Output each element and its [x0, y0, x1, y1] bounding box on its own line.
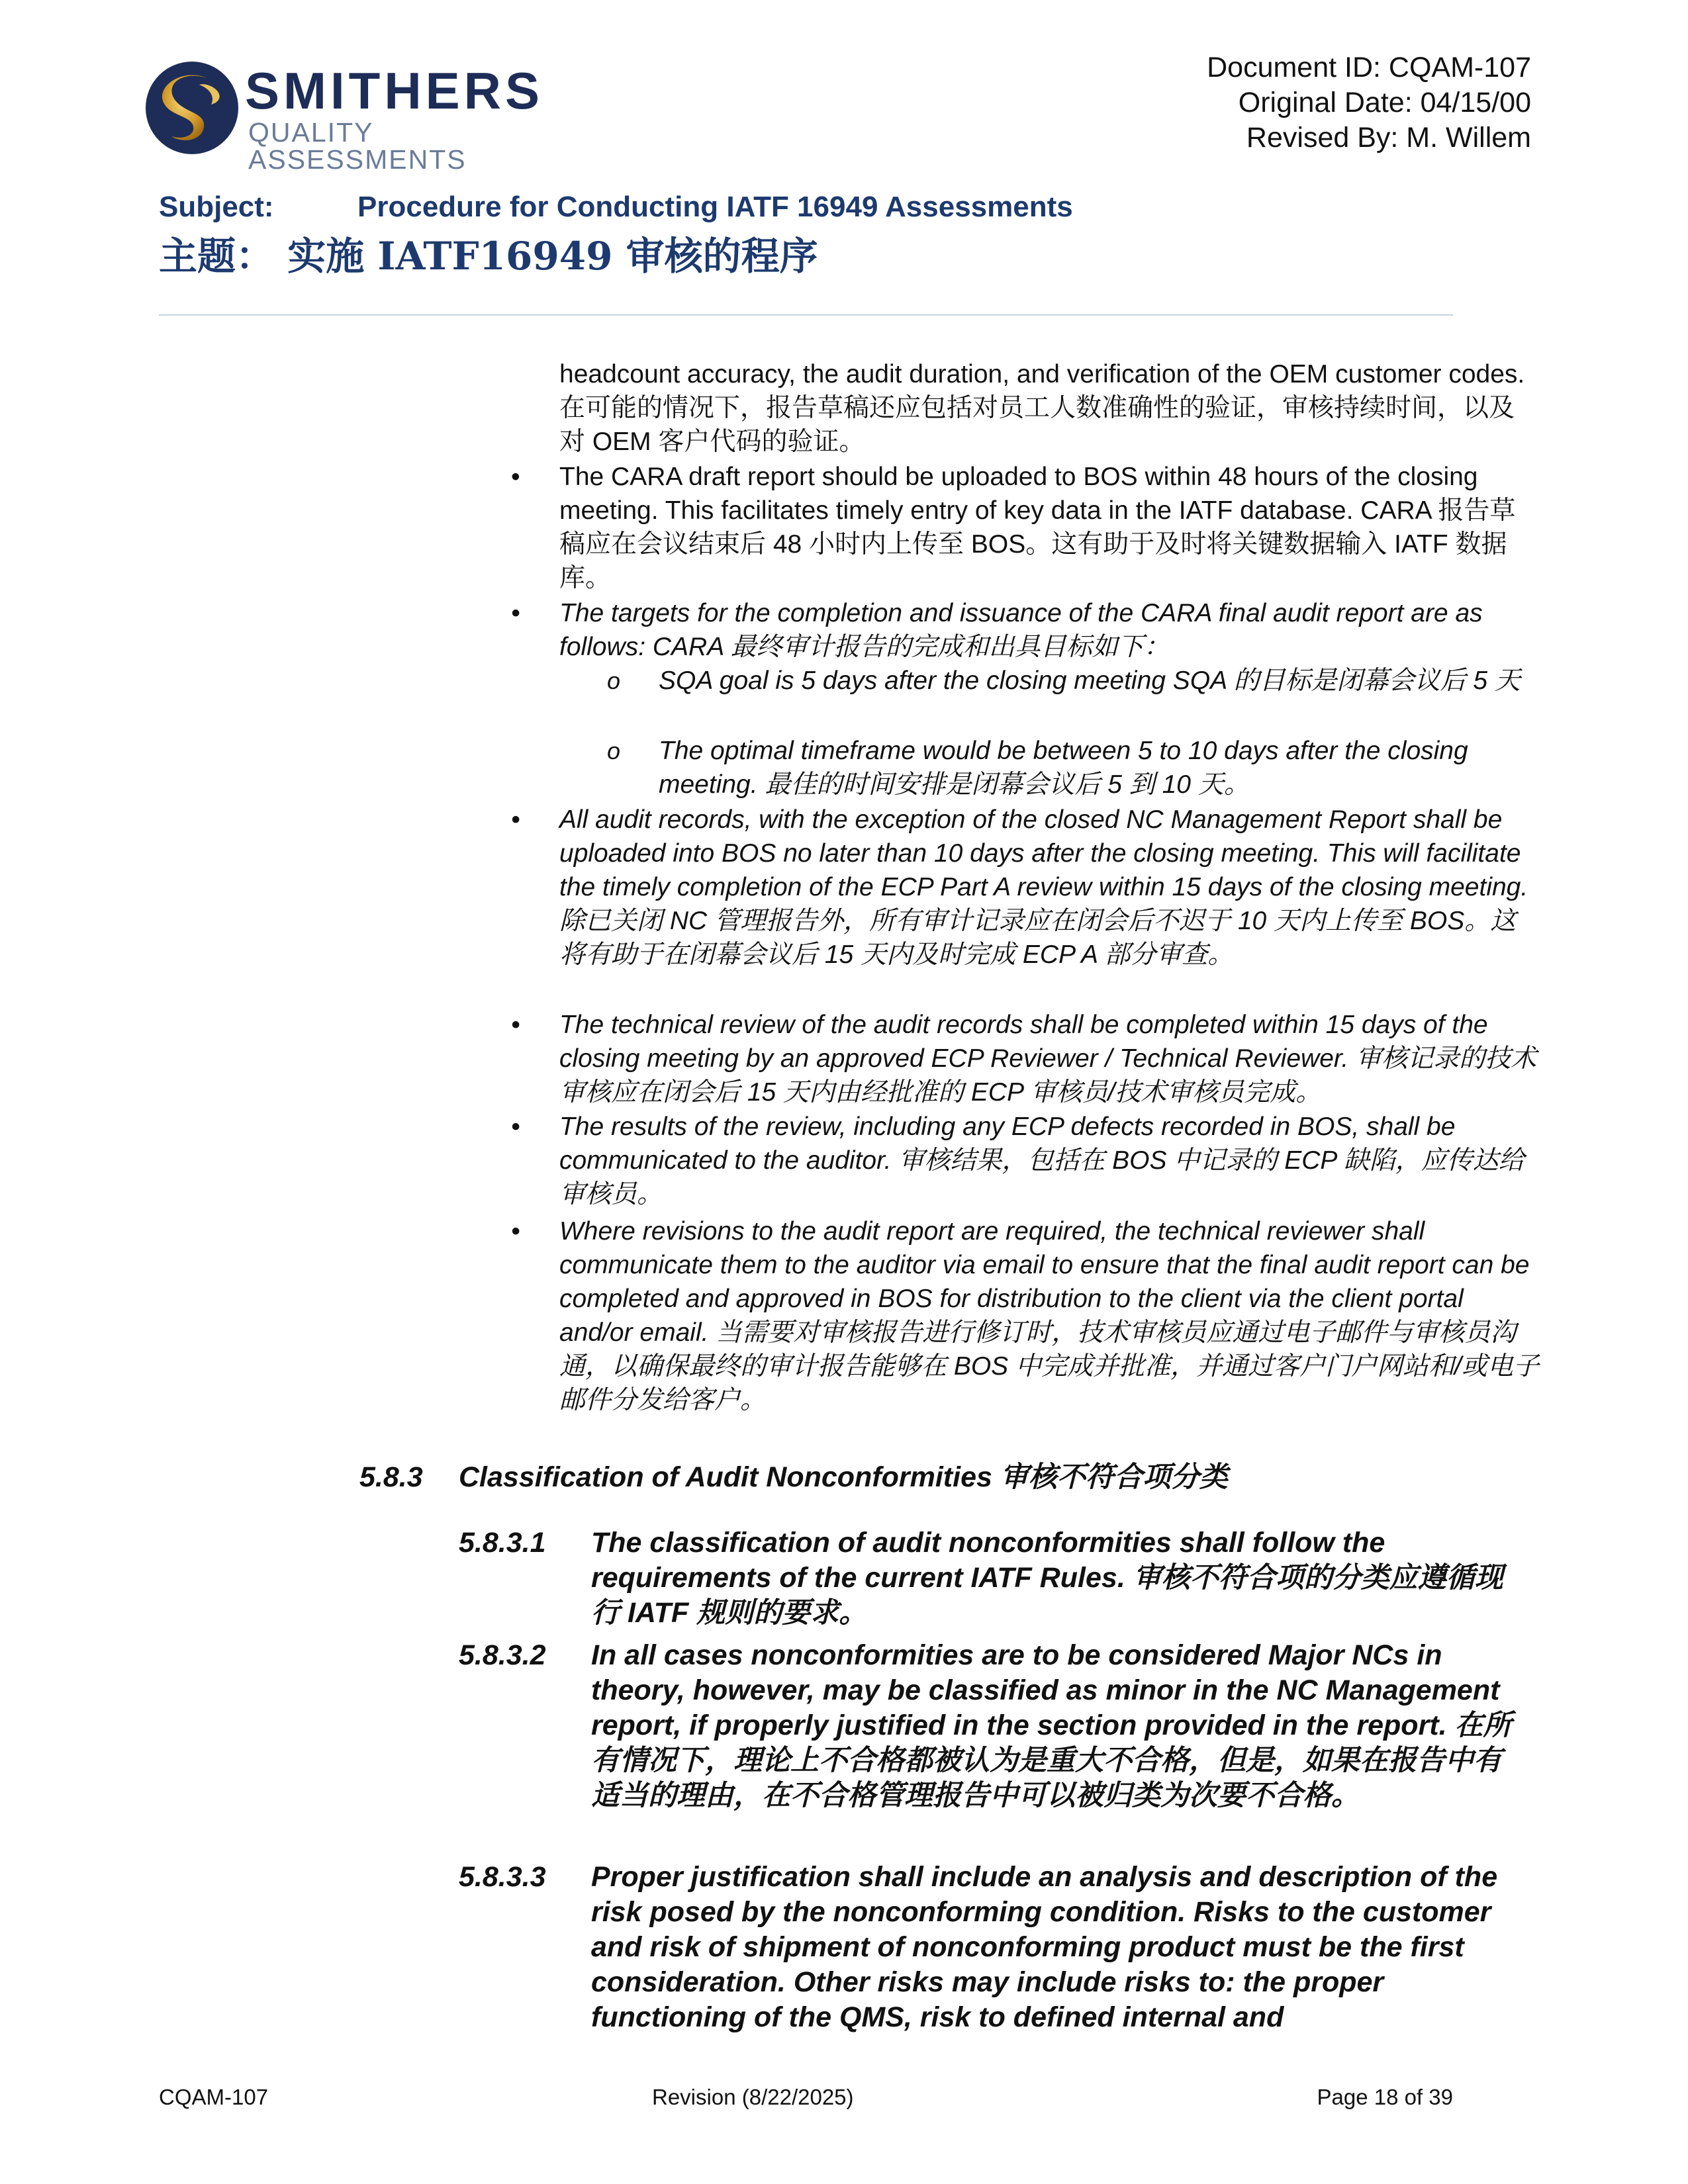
clause-number: 5.8.3.2 [459, 1639, 546, 1671]
list-item-text: The CARA draft report should be uploaded to BOS within 48 hours of the closing meeting. This facilitates timely entry of key data in the IATF database. CARA 报告草稿应在会议结束后 48 小时内上传至 BOS。这有助于及时将关键数据输入 IATF 数据库。 [559, 463, 1516, 592]
list-item-text: All audit records, with the exception of the closed NC Management Report shall be uploaded into BOS no later than 10 days after the closing meeting. This will facilitate the timely completion of the ECP Part A review within 15 days of the closing meeting. 除已关闭 NC 管理报告外，所有审计记录应在闭会后不迟于 10 天内上传至 BOS。这将有助于在闭幕会议后 15 天内及时完成 ECP A 部分审查。 [559, 805, 1528, 969]
subject-title-zh: 主题： 实施 IATF16949 审核的程序 [159, 234, 818, 279]
section-number: 5.8.3 [359, 1461, 423, 1493]
sub-list-item [607, 664, 1539, 698]
list-item-text: The technical review of the audit records shall be completed within 15 days of the closing meeting by an approved ECP Reviewer / Technical Reviewer. 审核记录的技术审核应在闭会后 15 天内由经批准的 ECP 审核员/技术审核员完成。 [559, 1011, 1537, 1107]
clause-text: Proper justification shall include an analysis and description of the risk posed by the nonconforming condition. Risks to the customer and risk of shipment of nonconforming product must be the first consideration. Other risks may include risks to: the proper functioning of the QMS, risk to defined internal and [591, 1861, 1498, 2033]
clause [459, 1638, 1521, 1860]
sub-bullet-icon: o [607, 737, 621, 764]
original-date: Original Date: 04/15/00 [1238, 87, 1531, 118]
company-logo [142, 58, 579, 175]
section-heading [359, 1455, 1228, 1495]
clause [459, 1860, 1521, 2038]
smithers-logo-icon [142, 58, 242, 158]
bullet-icon: • [511, 463, 520, 491]
clause [459, 1525, 1521, 1638]
sub-bullet-icon: o [607, 667, 621, 694]
document-meta [1207, 50, 1531, 156]
clause-text: The classification of audit nonconformities shall follow the requirements of the current IATF Rules. 审核不符合项的分类应遵循现行 IATF 规则的要求。 [591, 1527, 1503, 1629]
continuation-paragraph: headcount accuracy, the audit duration, and verification of the OEM customer codes. 在可能的情况下，报告草稿还应包括对员工人数准确性的验证，审核持续时间，以及对 OEM 客户代码的验证。 [559, 360, 1525, 456]
list-item-text: The targets for the completion and issuance of the CARA final audit report are as follows: CARA 最终审计报告的完成和出具目标如下： [559, 599, 1483, 661]
list-item [511, 1008, 1539, 1109]
document-id: Document ID: CQAM-107 [1207, 52, 1531, 83]
subject-title: Procedure for Conducting IATF 16949 Assessments [357, 191, 1073, 223]
bullet-icon: • [511, 1113, 520, 1141]
subject-label: Subject: [159, 191, 274, 223]
section-title: Classification of Audit Nonconformities 审核不符合项分类 [459, 1461, 1228, 1493]
list-item-text: The results of the review, including any ECP defects recorded in BOS, shall be communicated to the auditor. 审核结果，包括在 BOS 中记录的 ECP 缺陷，应传达给审核员。 [559, 1113, 1524, 1208]
bullet-icon: • [511, 1011, 520, 1039]
clause-number: 5.8.3.1 [459, 1527, 546, 1559]
clause-text: In all cases nonconformities are to be considered Major NCs in theory, however, may be classified as minor in the NC Management report, if properly justified in the section provided in the report. 在所有情况下，理论上不合格都被认为是重大不合格，但是，如果在报告中有适当的理由，在不合格管理报告中可以被归类为次要不合格。 [591, 1639, 1512, 1811]
list-item [511, 1214, 1539, 1417]
bullet-icon: • [511, 599, 520, 627]
list-item [511, 596, 1539, 664]
footer-doc-id: CQAM-107 [159, 2085, 269, 2109]
sub-list-item [607, 734, 1539, 801]
clause-number: 5.8.3.3 [459, 1861, 546, 1893]
footer-revision: Revision (8/22/2025) [652, 2085, 854, 2109]
list-item [511, 460, 1539, 595]
header-divider [159, 314, 1453, 316]
bullet-icon: • [511, 805, 520, 834]
logo-wordmark: SMITHERS [245, 62, 544, 120]
list-item-text: Where revisions to the audit report are required, the technical reviewer shall communicate them to the auditor via email to ensure that the final audit report can be completed and approved in BOS for distribution to the client via the client portal and/or email. 当需要对审核报告进行修订时，技术审核员应通过电子邮件与审核员沟通，以确保最终的审计报告能够在 BOS 中完成并批准，并通过客户门户网站和/或电子邮件分发给客户。 [559, 1217, 1539, 1414]
subject-line [159, 191, 1073, 224]
list-item [511, 1110, 1539, 1211]
sub-list-item-text: The optimal timeframe would be between 5 to 10 days after the closing meeting. 最佳的时间安排是闭幕会议后 5 到 10 天。 [659, 737, 1468, 799]
footer-page-number: Page 18 of 39 [1317, 2085, 1453, 2109]
revised-by: Revised By: M. Willem [1246, 122, 1531, 154]
sub-list-item-text: SQA goal is 5 days after the closing meeting SQA 的目标是闭幕会议后 5 天 [659, 666, 1521, 695]
logo-subtitle: QUALITY ASSESSMENTS [248, 117, 467, 175]
bullet-icon: • [511, 1217, 520, 1246]
list-item [511, 803, 1539, 972]
